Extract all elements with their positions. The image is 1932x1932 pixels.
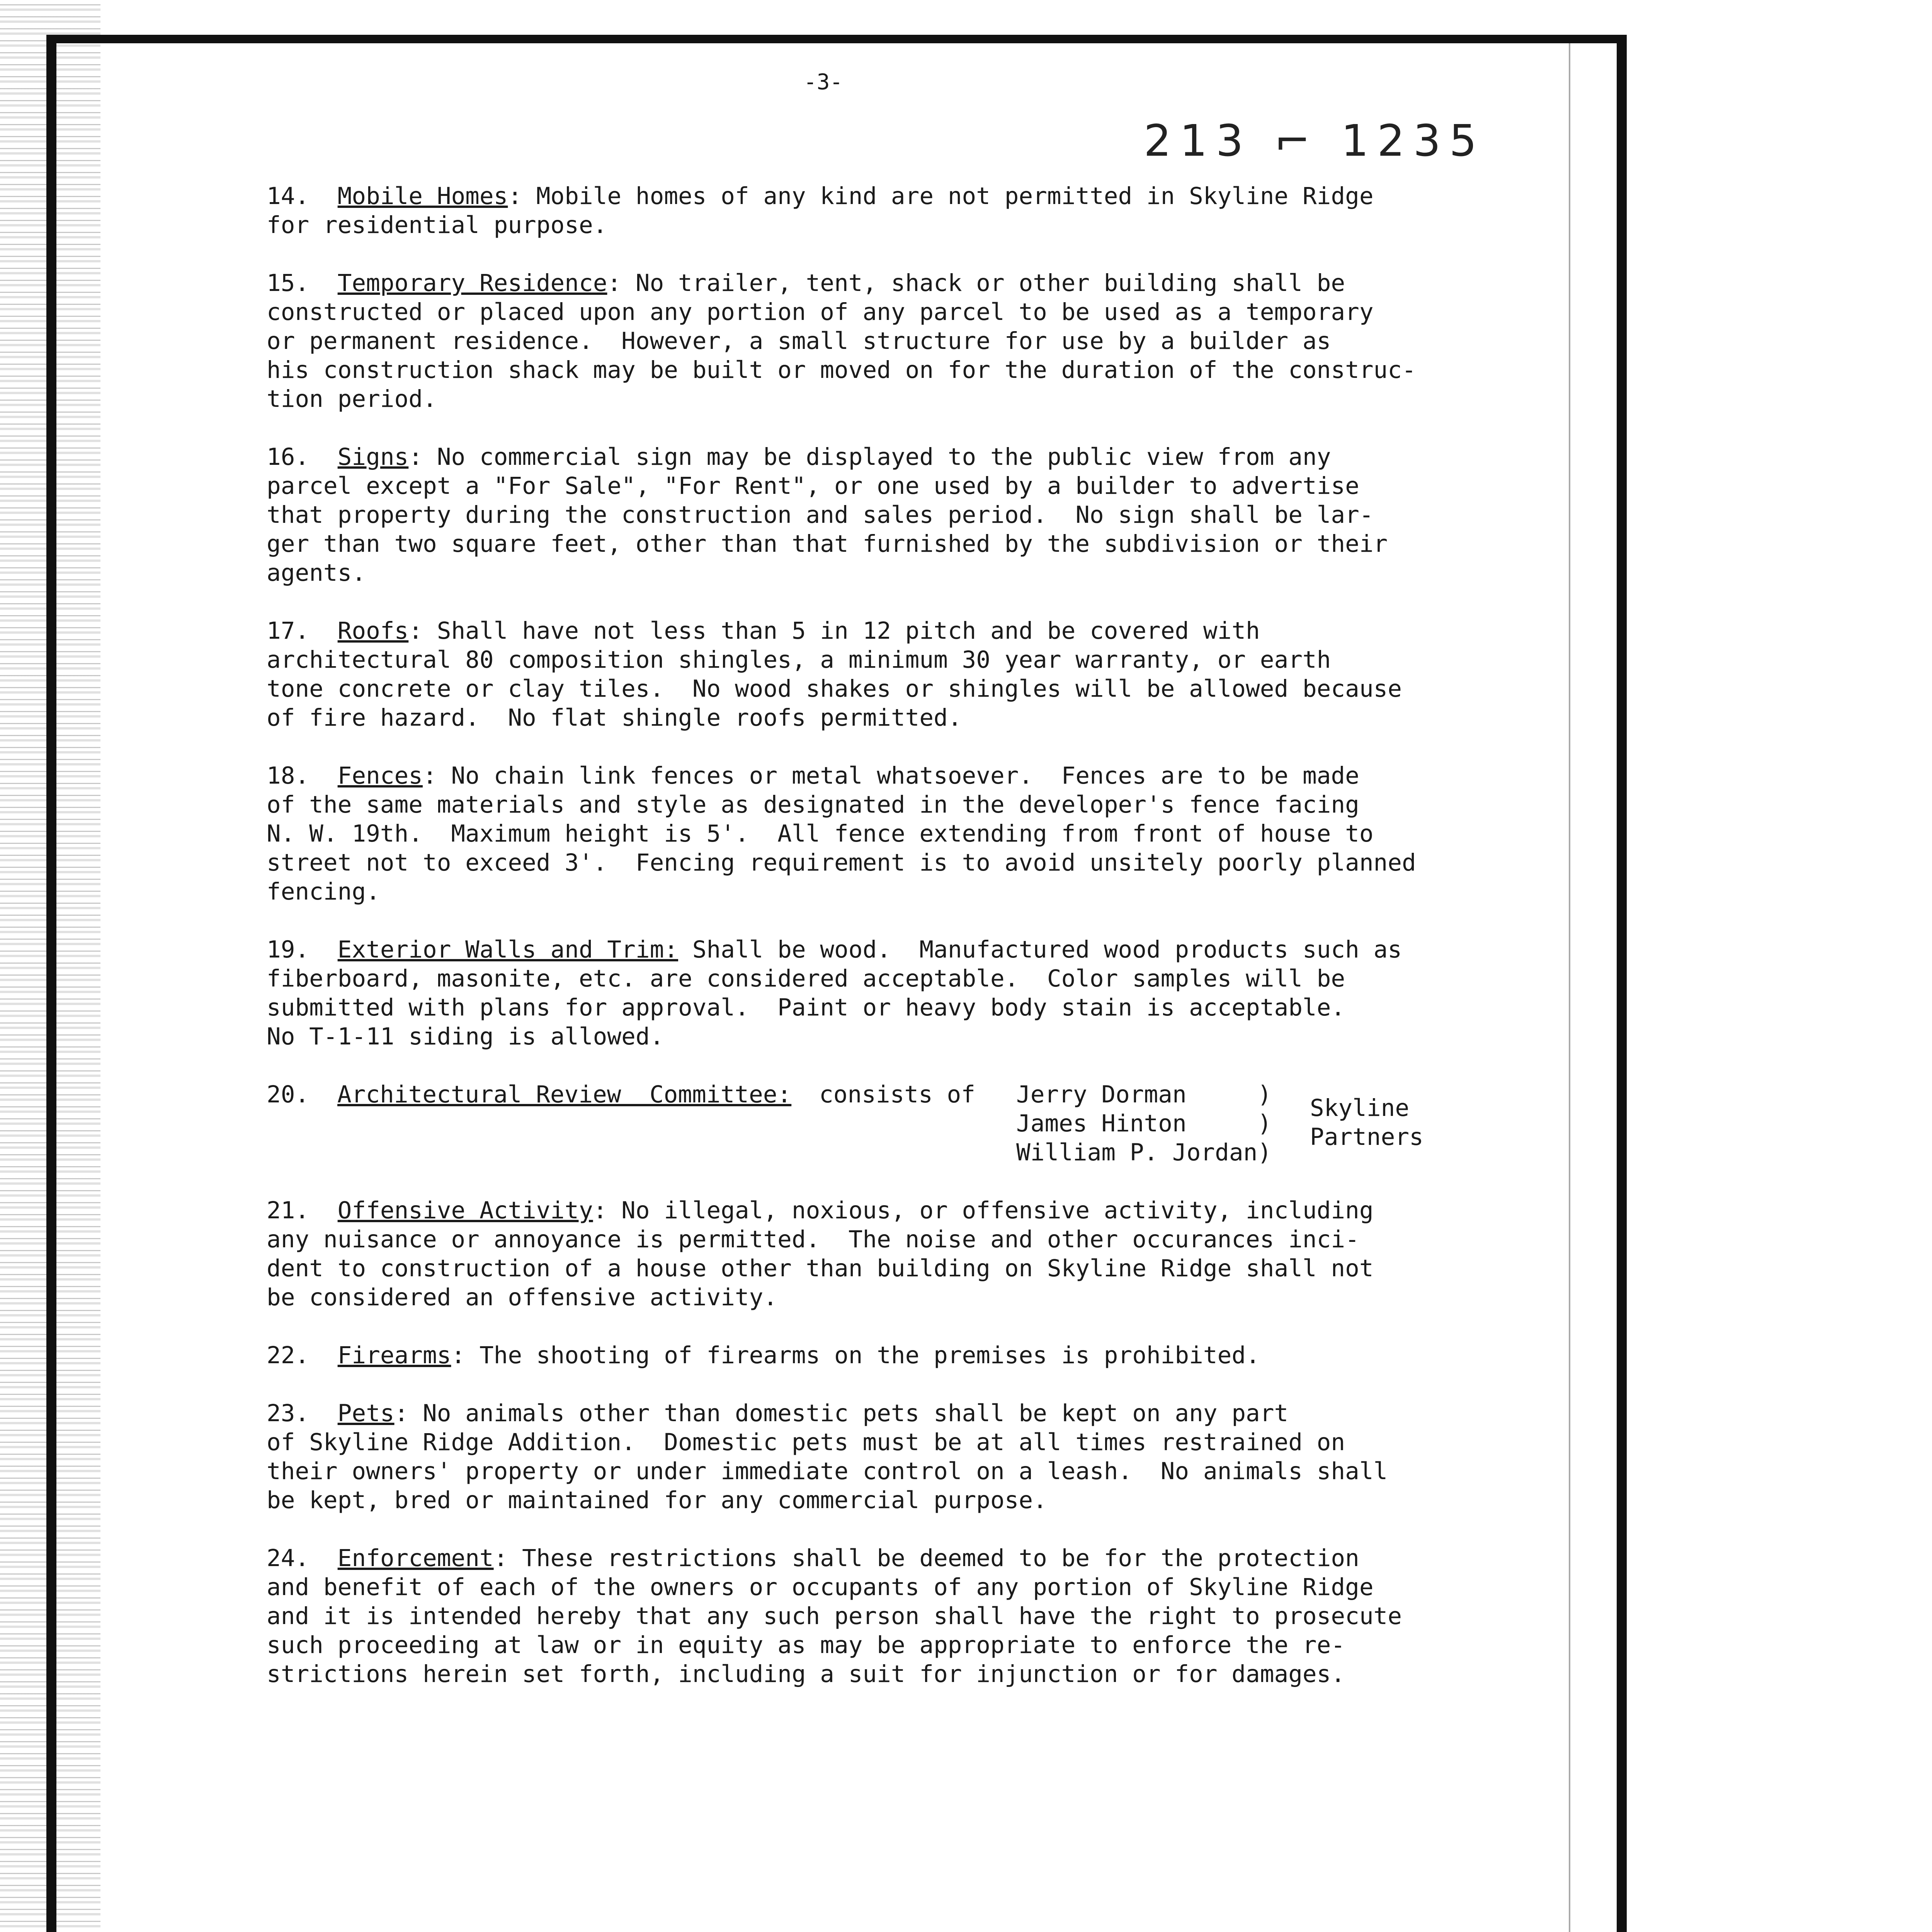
committee-heading: Architectural Review Committee: xyxy=(337,1081,792,1108)
committee-consists: consists of xyxy=(819,1081,975,1108)
paragraph-line xyxy=(267,1196,1476,1225)
paragraph-line xyxy=(267,1544,1476,1573)
paragraph-line: tion period. xyxy=(267,385,437,413)
paragraph-line xyxy=(267,1341,1476,1370)
paragraph-line xyxy=(267,269,1476,298)
paragraph-group-1 xyxy=(267,182,1476,1051)
committee-member: William P. Jordan) xyxy=(1016,1139,1272,1166)
paragraph-line: strictions herein set forth, including a suit for injunction or for damages. xyxy=(267,1660,1345,1688)
paragraph-line: fiberboard, masonite, etc. are considered acceptable. Color samples will be xyxy=(267,965,1345,992)
paragraph-line: and benefit of each of the owners or occupants of any portion of Skyline Ridge xyxy=(267,1573,1374,1601)
committee-group: Partners xyxy=(1310,1123,1423,1151)
committee-paragraph xyxy=(267,1080,1476,1167)
paragraph-line xyxy=(267,761,1476,790)
paragraph-heading: Exterior Walls and Trim: xyxy=(337,936,679,963)
paragraph-line: agents. xyxy=(267,559,366,587)
paragraph-line xyxy=(267,182,1476,211)
paragraph-line: for residential purpose. xyxy=(267,211,607,239)
paragraph-line: constructed or placed upon any portion of any parcel to be used as a temporary xyxy=(267,298,1374,326)
paragraph-line: of Skyline Ridge Addition. Domestic pets must be at all times restrained on xyxy=(267,1429,1345,1456)
paragraph-line: architectural 80 composition shingles, a minimum 30 year warranty, or earth xyxy=(267,646,1331,673)
paragraph-text: : No commercial sign may be displayed to the public view from any xyxy=(408,443,1331,471)
paragraph-heading: Fences xyxy=(337,762,423,789)
paragraph xyxy=(267,442,1476,587)
paragraph-number: 23. xyxy=(267,1400,310,1427)
paragraph-heading: Mobile Homes xyxy=(337,182,508,210)
paragraph-line: of the same materials and style as designated in the developer's fence facing xyxy=(267,791,1359,818)
paragraph-line: No T-1-11 siding is allowed. xyxy=(267,1023,664,1050)
paragraph xyxy=(267,269,1476,413)
paragraph-number: 15. xyxy=(267,269,310,297)
scan-top-border xyxy=(46,35,1627,43)
paragraph-heading: Pets xyxy=(337,1400,395,1427)
paragraph-number: 24. xyxy=(267,1544,310,1572)
paragraph-text: : No illegal, noxious, or offensive activity, including xyxy=(593,1197,1374,1224)
paragraph xyxy=(267,616,1476,732)
paragraph-number: 20. xyxy=(267,1081,310,1108)
paragraph-number: 14. xyxy=(267,182,310,210)
committee-member: Jerry Dorman ) xyxy=(1016,1081,1272,1108)
paragraph xyxy=(267,1341,1476,1370)
paragraph-line: street not to exceed 3'. Fencing requirement is to avoid unsitely poorly planned xyxy=(267,849,1416,876)
paragraph-line: fencing. xyxy=(267,878,380,905)
paragraph-heading: Offensive Activity xyxy=(337,1197,593,1224)
paragraph-text: : Mobile homes of any kind are not permitted in Skyline Ridge xyxy=(508,182,1374,210)
paragraph-line: and it is intended hereby that any such person shall have the right to prosecute xyxy=(267,1602,1402,1630)
paragraph-text: : No trailer, tent, shack or other building shall be xyxy=(607,269,1345,297)
paragraph-text: : No animals other than domestic pets shall be kept on any part xyxy=(394,1400,1289,1427)
paragraph-number: 18. xyxy=(267,762,310,789)
paragraph-line xyxy=(267,442,1476,471)
paragraph-heading: Temporary Residence xyxy=(337,269,607,297)
paragraph-number: 17. xyxy=(267,617,310,645)
paragraph-text: Shall be wood. Manufactured wood products such as xyxy=(678,936,1402,963)
paragraph-line: their owners' property or under immediate control on a leash. No animals shall xyxy=(267,1458,1388,1485)
paragraph-text: : These restrictions shall be deemed to be for the protection xyxy=(493,1544,1359,1572)
paragraph-number: 21. xyxy=(267,1197,310,1224)
paragraph-number: 22. xyxy=(267,1342,310,1369)
paragraph-text: : The shooting of firearms on the premises is prohibited. xyxy=(451,1342,1260,1369)
paragraph-text: : No chain link fences or metal whatsoever. Fences are to be made xyxy=(423,762,1359,789)
paragraph-group-2 xyxy=(267,1196,1476,1689)
paragraph-line: parcel except a "For Sale", "For Rent", or one used by a builder to advertise xyxy=(267,472,1359,500)
paragraph-heading: Roofs xyxy=(337,617,409,645)
paragraph xyxy=(267,761,1476,906)
paragraph-line: be considered an offensive activity. xyxy=(267,1284,778,1311)
paragraph-line: tone concrete or clay tiles. No wood shakes or shingles will be allowed because xyxy=(267,675,1402,702)
book-page-number: 213 ⌐ 1235 xyxy=(1144,116,1485,166)
committee-group: Skyline xyxy=(1310,1094,1410,1122)
paragraph-number: 19. xyxy=(267,936,310,963)
paragraph-line xyxy=(267,1399,1476,1428)
paragraph-line: that property during the construction and sales period. No sign shall be lar- xyxy=(267,501,1374,529)
paragraph xyxy=(267,1399,1476,1515)
paragraph-heading: Firearms xyxy=(337,1342,451,1369)
page-number: -3- xyxy=(804,70,843,95)
paragraph-line: or permanent residence. However, a small structure for use by a builder as xyxy=(267,327,1331,355)
paragraph-line: ger than two square feet, other than that furnished by the subdivision or their xyxy=(267,530,1388,558)
document-body xyxy=(267,182,1476,1718)
paragraph-line: any nuisance or annoyance is permitted. The noise and other occurances inci- xyxy=(267,1226,1359,1253)
paragraph-line: dent to construction of a house other than building on Skyline Ridge shall not xyxy=(267,1255,1374,1282)
paragraph-line xyxy=(267,935,1476,964)
paragraph xyxy=(267,1196,1476,1312)
paragraph-line: his construction shack may be built or moved on for the duration of the construc- xyxy=(267,356,1416,384)
paragraph-line: be kept, bred or maintained for any commercial purpose. xyxy=(267,1486,1047,1514)
paragraph-line: N. W. 19th. Maximum height is 5'. All fence extending from front of house to xyxy=(267,820,1374,847)
committee-member: James Hinton ) xyxy=(1016,1110,1272,1137)
paragraph-line: submitted with plans for approval. Paint or heavy body stain is acceptable. xyxy=(267,994,1345,1021)
paragraph xyxy=(267,1544,1476,1689)
paragraph-line: of fire hazard. No flat shingle roofs permitted. xyxy=(267,704,962,731)
paragraph xyxy=(267,182,1476,240)
paragraph xyxy=(267,935,1476,1051)
paragraph-heading: Signs xyxy=(337,443,409,471)
paragraph-line xyxy=(267,616,1476,645)
paragraph-text: : Shall have not less than 5 in 12 pitch and be covered with xyxy=(408,617,1260,645)
paragraph-number: 16. xyxy=(267,443,310,471)
paragraph-line: such proceeding at law or in equity as may be appropriate to enforce the re- xyxy=(267,1631,1345,1659)
paragraph-heading: Enforcement xyxy=(337,1544,494,1572)
